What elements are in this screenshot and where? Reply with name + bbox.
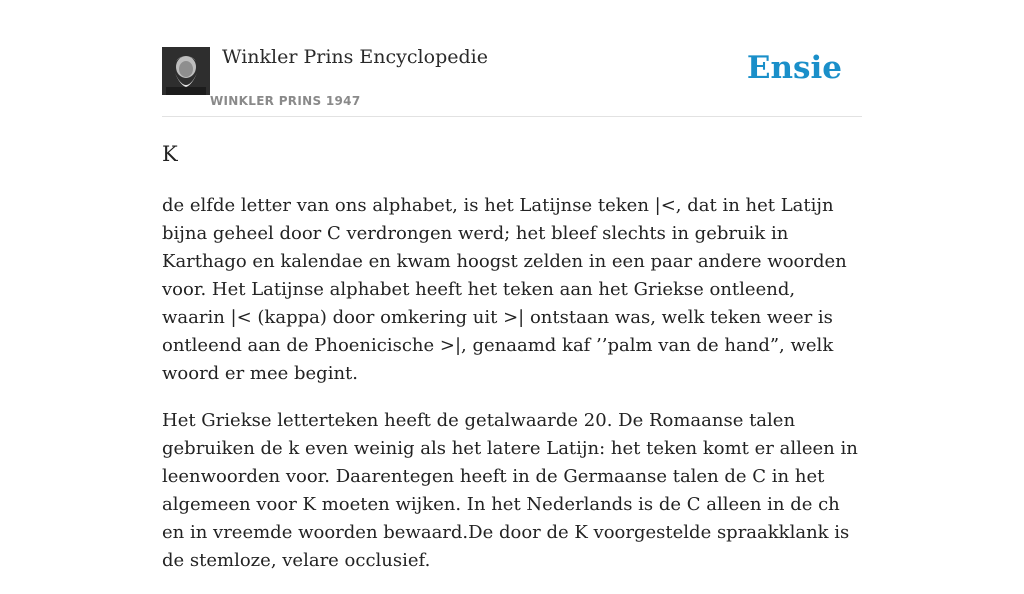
portrait-avatar-icon[interactable] <box>162 47 210 95</box>
entry-title: K <box>162 142 178 166</box>
publication-subtitle[interactable]: WINKLER PRINS 1947 <box>210 94 361 108</box>
article-paragraph: de elfde letter van ons alphabet, is het Latijnse teken |<, dat in het Latijn bijna geheel door C verdrongen werd; het bleef slechts in gebruik in Karthago en kalendae en kwam hoogst zelden in een paar andere woorden voor. Het Latijnse alphabet heeft het teken aan het Griekse ontleend, waarin |< (kappa) door omkering uit >| ontstaan was, welk teken weer is ontleend aan de Phoenicische >|, genaamd kaf ’’palm van de hand”, welk woord er mee begint. <box>162 195 847 384</box>
publication-title[interactable]: Winkler Prins Encyclopedie <box>222 46 488 68</box>
article-body <box>162 192 862 594</box>
brand-logo-link[interactable]: Ensie <box>746 50 842 86</box>
page-container <box>162 0 862 571</box>
article-paragraph: Het Griekse letterteken heeft de getalwaarde 20. De Romaanse talen gebruiken de k even weinig als het latere Latijn: het teken komt er alleen in leenwoorden voor. Daarentegen heeft in de Germaanse talen de C in het algemeen voor K moeten wijken. In het Nederlands is de C alleen in de ch en in vreemde woorden bewaard.De door de K voorgestelde spraakklank is de stemloze, velare occlusief. <box>162 410 858 571</box>
publication-header <box>162 0 862 117</box>
